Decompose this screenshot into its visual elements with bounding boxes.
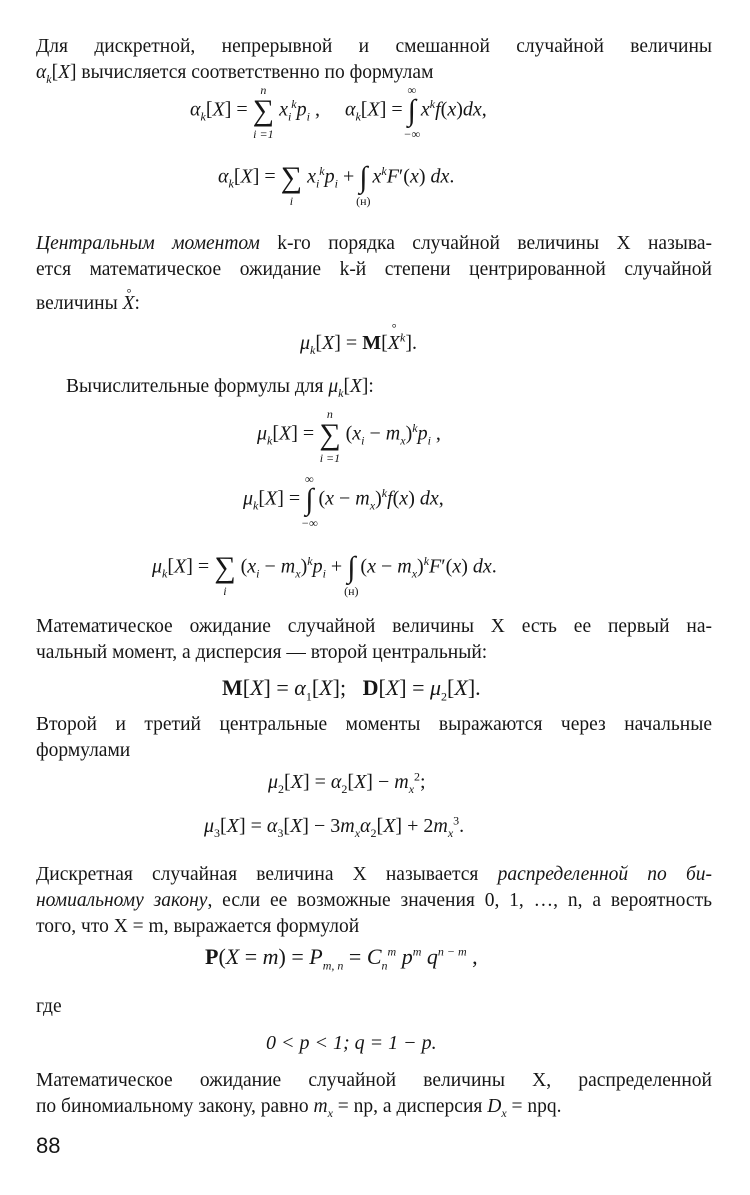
paragraph-central-moment-definition bbox=[36, 231, 712, 317]
text-line: Дискретная случайная величина X называется распределенной по би- bbox=[36, 864, 712, 885]
text-line: чальный момент, а дисперсия — второй центральный: bbox=[36, 642, 488, 663]
text-line: того, что X = m, выражается формулой bbox=[36, 916, 360, 937]
formula-raw-moment-mixed: $\alpha_k[X]$ = ∑ i $x_i^kp_i$ + ∫ (н) $x^kF'(x)$ dx. bbox=[218, 161, 455, 208]
page-number: 88 bbox=[36, 1133, 61, 1158]
formula-binomial-probability: $P(X = m) = P_{m, n} = C_n^m$ $p^m$ $q^{n - m}$ , bbox=[205, 944, 478, 973]
integral-operator: ∫ ∞ −∞ bbox=[403, 83, 421, 141]
text-line: величины ° X: bbox=[36, 291, 712, 317]
formula-central-moment-discrete: $\mu_k[X]$ = ∑ n i =1 $(x_i - m_x)^kp_i$ , bbox=[257, 407, 441, 465]
paragraph-computational-formulas bbox=[36, 374, 712, 400]
formula-central-moment-mixed: $\mu_k[X]$ = ∑ i $(x_i - m_x)^kp_i$ + ∫ (н) $(x - m_x)^kF'(x)$ dx. bbox=[152, 551, 497, 598]
formula-expectation-variance: $M[X] = \alpha_1[X]$; $D[X] = \mu_2[X]$. bbox=[222, 675, 481, 704]
text-line: Математическое ожидание случайной величины X, распределенной bbox=[36, 1070, 712, 1091]
paragraph-expectation-variance bbox=[36, 614, 712, 666]
formula-central-moment: $\mu_k[X] = M[^\circ$ $X^k$]. bbox=[0, 332, 750, 355]
text-line: Центральным моментом k-го порядка случайной величины X называ- bbox=[36, 233, 712, 254]
paragraph-second-third-moments bbox=[36, 712, 712, 764]
text-line: Математическое ожидание случайной величины X есть ее первый на- bbox=[36, 616, 712, 637]
formula-raw-moment-discrete-continuous: $\alpha_k[X]$ = ∑ n i =1 $x_i^kp_i$ , $\alpha_k[X]$ = ∫ ∞ −∞ $x^kf(x)dx$, bbox=[190, 83, 487, 141]
text-line: по биномиальному закону, равно $m_x$ = np, а дисперсия $D_x$ = npq. bbox=[36, 1096, 562, 1120]
text-line: Вычислительные формулы для $\mu_k[X]$: bbox=[66, 376, 374, 400]
text-line: Для дискретной, непрерывной и смешанной случайной величины bbox=[36, 36, 712, 57]
text-line: $\alpha_k[X]$ вычисляется соответственно по формулам bbox=[36, 62, 434, 86]
paragraph-binomial-definition bbox=[36, 862, 712, 940]
sum-operator: ∑ i bbox=[214, 551, 236, 598]
text-line: Второй и третий центральные моменты выражаются через начальные bbox=[36, 714, 712, 735]
integral-operator: ∫ (н) bbox=[356, 161, 371, 208]
paragraph-binomial-moments bbox=[36, 1068, 712, 1120]
sum-operator: ∑ i bbox=[280, 161, 303, 208]
paragraph-intro-raw-moments bbox=[36, 34, 712, 86]
text-line: ется математическое ожидание k-й степени центрированной случайной bbox=[36, 259, 712, 280]
integral-operator: ∫ (н) bbox=[344, 551, 359, 598]
formula-central-moment-continuous: $\mu_k[X]$ = ∫ ∞ −∞ $(x - m_x)^kf(x)$ dx, bbox=[243, 472, 444, 530]
paragraph-where bbox=[36, 994, 712, 1020]
text-line: где bbox=[36, 996, 62, 1017]
integral-operator: ∫ ∞ −∞ bbox=[301, 472, 318, 530]
sum-operator: ∑ n i =1 bbox=[319, 407, 341, 465]
formula-p-q-condition: 0 < p < 1; q = 1 − p. bbox=[266, 1032, 437, 1054]
formula-mu2: $\mu_2[X] = \alpha_2[X] - m_x^2$; bbox=[268, 769, 426, 796]
formula-mu3: $\mu_3[X] = \alpha_3[X] - 3m_x\alpha_2[X] + 2m_x^3$. bbox=[204, 813, 465, 840]
text-line: номиальному закону, если ее возможные значения 0, 1, …, n, а вероятность bbox=[36, 890, 712, 911]
text-line: формулами bbox=[36, 740, 131, 761]
sum-operator: ∑ n i =1 bbox=[252, 83, 275, 141]
